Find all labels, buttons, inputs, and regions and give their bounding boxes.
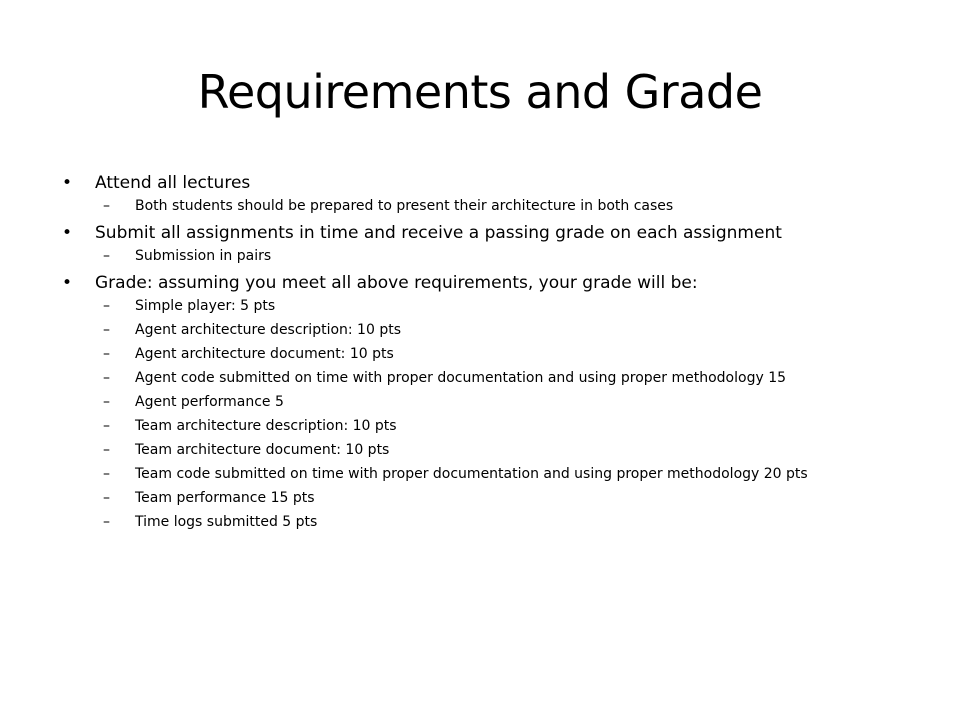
- bullet-icon: •: [62, 223, 73, 243]
- list-item-text: Attend all lectures: [95, 173, 251, 193]
- dash-icon: –: [103, 322, 110, 338]
- sub-list-item-text: Agent architecture description: 10 pts: [135, 322, 401, 338]
- sub-list-item: [95, 418, 895, 435]
- sub-list-item: [95, 346, 895, 363]
- dash-icon: –: [103, 346, 110, 362]
- list-item: [62, 172, 922, 215]
- list-item: [62, 222, 922, 265]
- sub-list-item: [95, 198, 895, 215]
- bullet-icon: •: [62, 173, 73, 193]
- sub-list-item-text: Simple player: 5 pts: [135, 298, 276, 314]
- bullet-list: [62, 172, 922, 538]
- list-item-text: Submit all assignments in time and receive a passing grade on each assignment: [95, 223, 782, 243]
- sub-list-item: [95, 322, 895, 339]
- dash-icon: –: [103, 490, 110, 506]
- sub-list: [95, 298, 922, 531]
- sub-list: [95, 248, 922, 265]
- dash-icon: –: [103, 418, 110, 434]
- bullet-icon: •: [62, 273, 73, 293]
- sub-list-item: [95, 370, 895, 387]
- sub-list-item: [95, 394, 895, 411]
- sub-list-item: [95, 298, 895, 315]
- sub-list-item-text: Team code submitted on time with proper documentation and using proper methodology 20 pts: [135, 466, 808, 482]
- sub-list-item: [95, 466, 895, 483]
- sub-list: [95, 198, 922, 215]
- list-item: [62, 272, 922, 531]
- sub-list-item-text: Agent code submitted on time with proper documentation and using proper methodology 15: [135, 370, 787, 386]
- sub-list-item-text: Agent architecture document: 10 pts: [135, 346, 394, 362]
- sub-list-item: [95, 514, 895, 531]
- dash-icon: –: [103, 298, 110, 314]
- dash-icon: –: [103, 466, 110, 482]
- dash-icon: –: [103, 248, 110, 264]
- slide-title: Requirements and Grade: [197, 65, 763, 119]
- sub-list-item: [95, 442, 895, 459]
- sub-list-item: [95, 490, 895, 507]
- dash-icon: –: [103, 198, 110, 214]
- list-item-text: Grade: assuming you meet all above requirements, your grade will be:: [95, 273, 698, 293]
- sub-list-item-text: Team architecture document: 10 pts: [135, 442, 390, 458]
- sub-list-item-text: Team performance 15 pts: [135, 490, 315, 506]
- dash-icon: –: [103, 514, 110, 530]
- dash-icon: –: [103, 394, 110, 410]
- dash-icon: –: [103, 442, 110, 458]
- dash-icon: –: [103, 370, 110, 386]
- sub-list-item-text: Time logs submitted 5 pts: [135, 514, 318, 530]
- sub-list-item-text: Submission in pairs: [135, 248, 272, 264]
- sub-list-item: [95, 248, 895, 265]
- sub-list-item-text: Both students should be prepared to present their architecture in both cases: [135, 198, 674, 214]
- sub-list-item-text: Team architecture description: 10 pts: [135, 418, 397, 434]
- sub-list-item-text: Agent performance 5: [135, 394, 284, 410]
